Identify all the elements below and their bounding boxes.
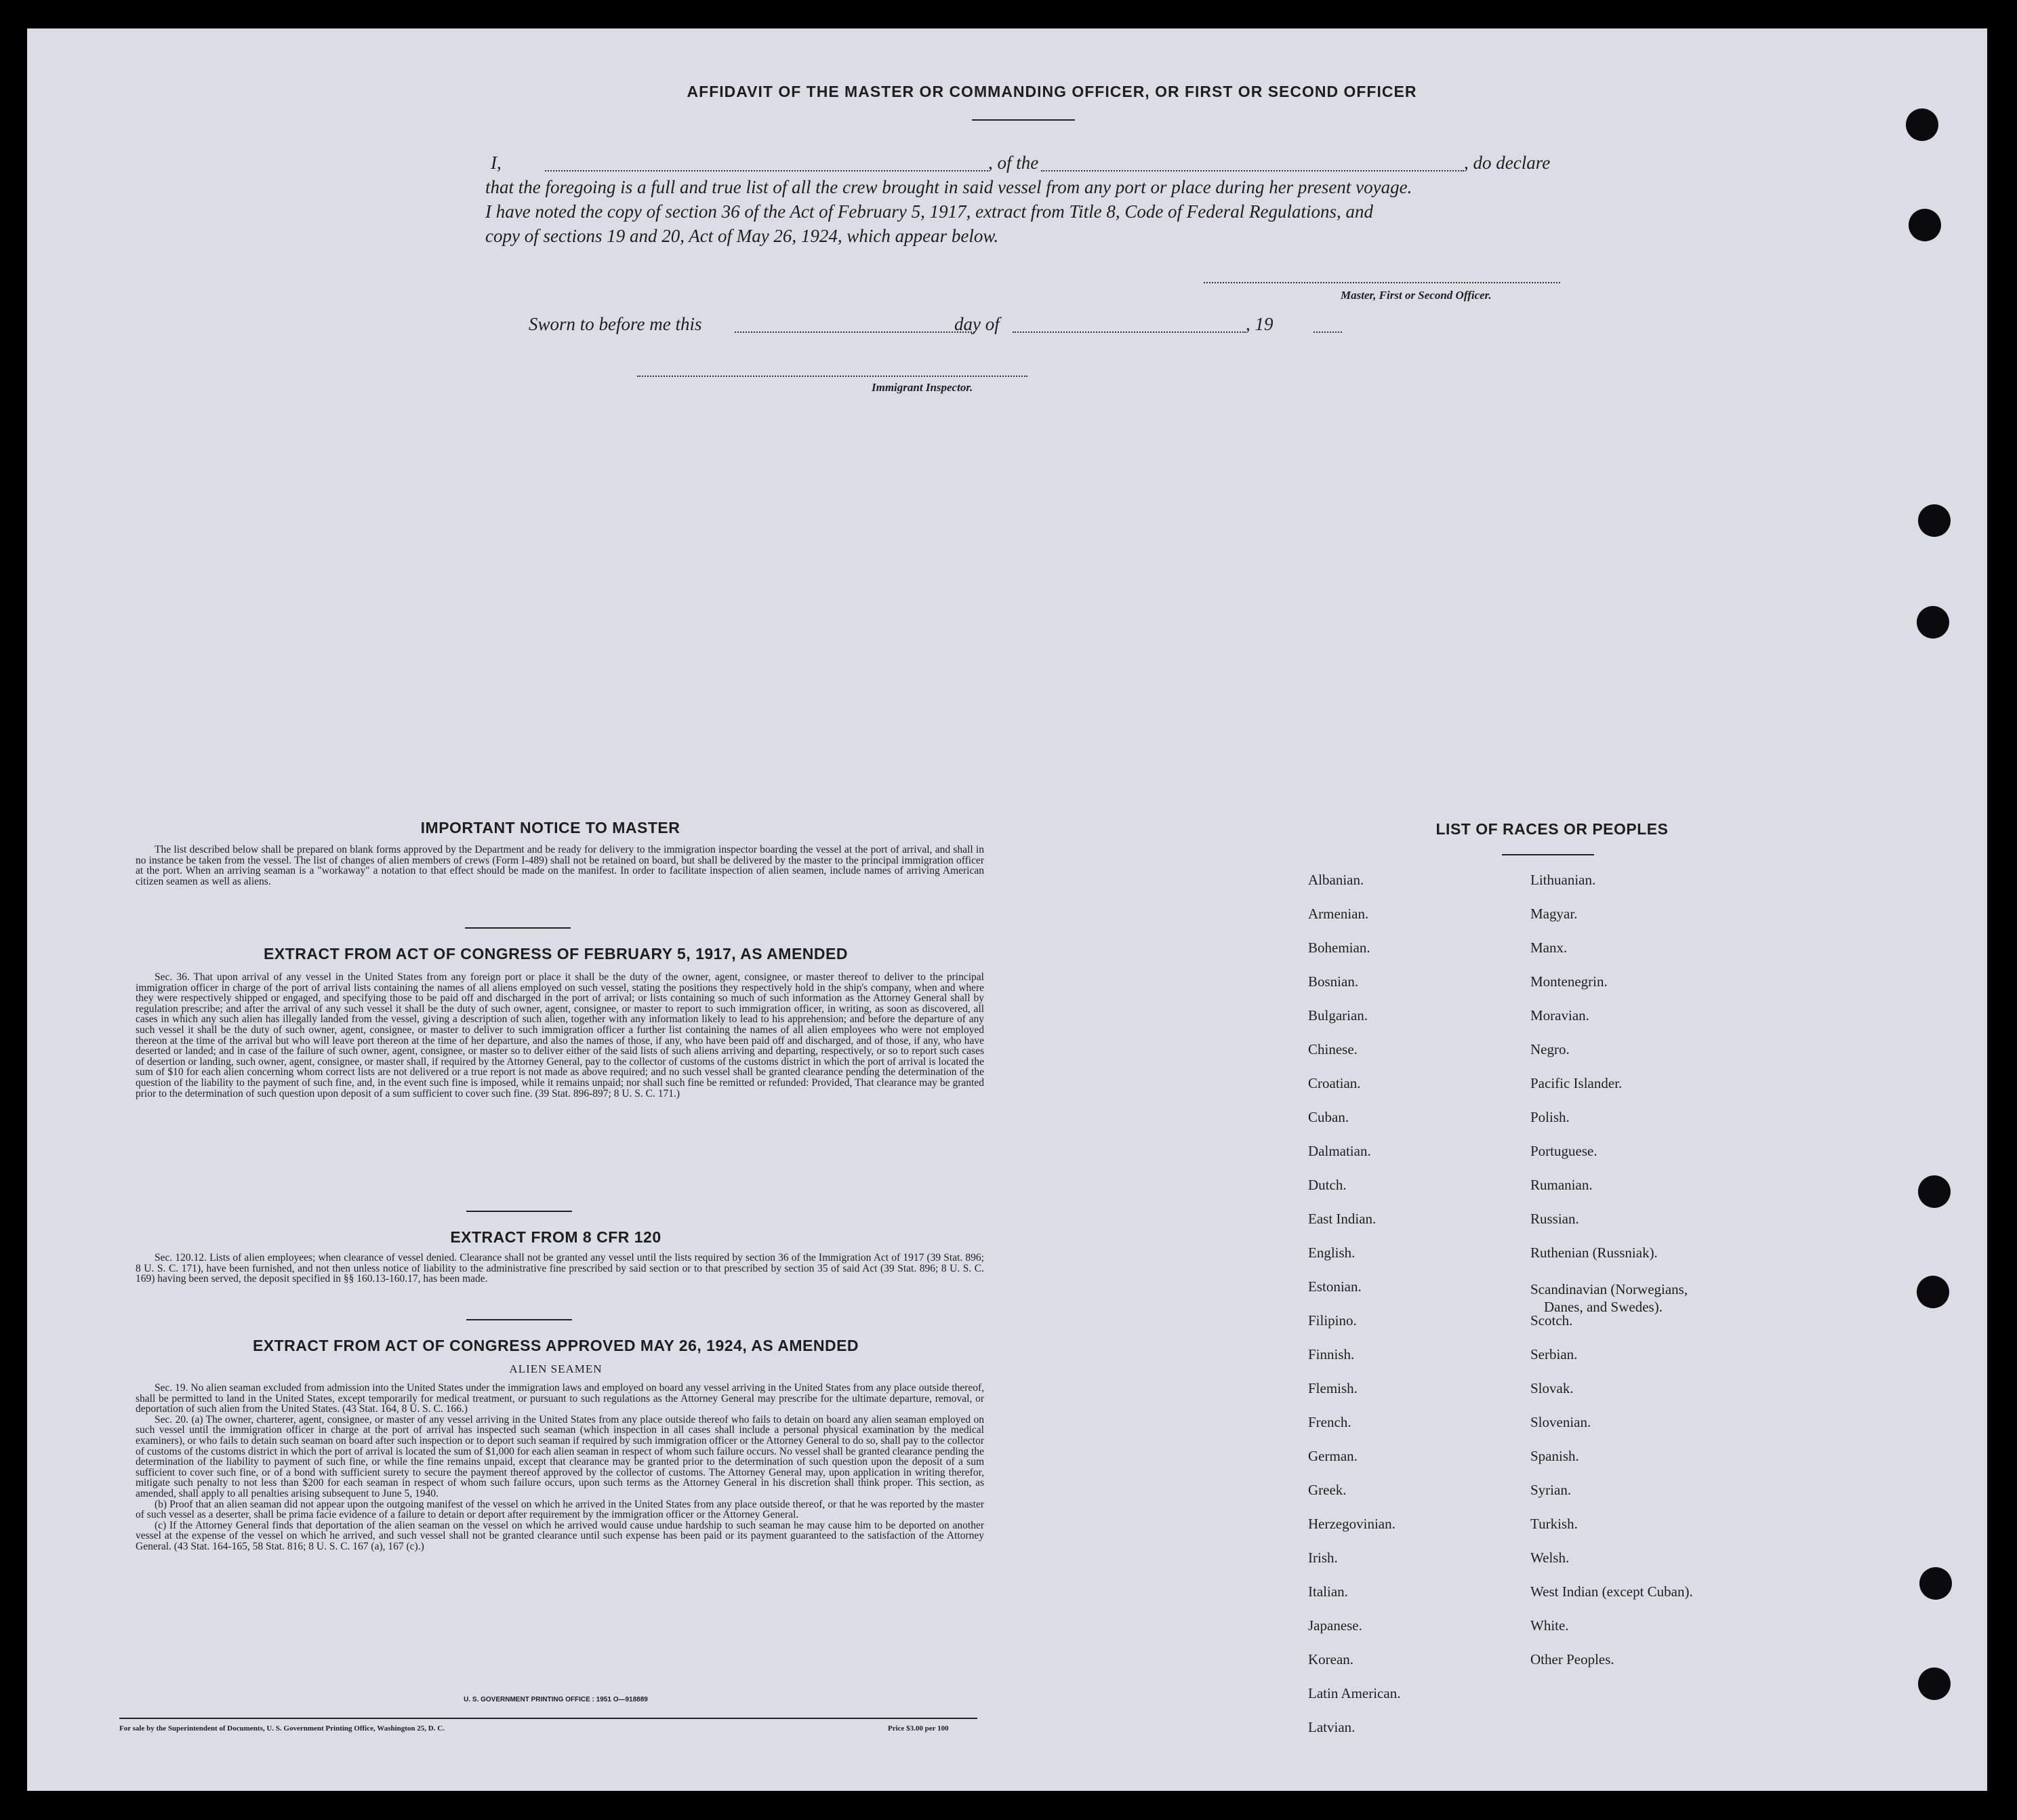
- race-item: Latin American.: [1308, 1685, 1401, 1701]
- race-item: Scotch.: [1530, 1312, 1573, 1329]
- affidavit-line-2: that the foregoing is a full and true list of all the crew brought in said vessel from any port or place during her present voyage.: [485, 177, 1412, 197]
- punch-hole: [1906, 108, 1938, 141]
- inspector-signature-line[interactable]: [637, 376, 1027, 377]
- race-item: Flemish.: [1308, 1380, 1358, 1396]
- race-item: East Indian.: [1308, 1211, 1377, 1227]
- race-item: Estonian.: [1308, 1278, 1362, 1295]
- extract-1924-title: EXTRACT FROM ACT OF CONGRESS APPROVED MAY 26, 1924, AS AMENDED: [252, 1337, 859, 1354]
- race-item: Italian.: [1308, 1583, 1348, 1600]
- race-item: Dutch.: [1308, 1177, 1347, 1193]
- race-item: Slovak.: [1530, 1380, 1574, 1396]
- race-item: German.: [1308, 1448, 1358, 1464]
- race-item: Scandinavian (Norwegians,: [1530, 1281, 1688, 1297]
- race-item: Cuban.: [1308, 1109, 1349, 1125]
- race-item: Filipino.: [1308, 1312, 1357, 1329]
- race-item: Bohemian.: [1308, 939, 1370, 956]
- extract-1924-paragraph: (c) If the Attorney General finds that deportation of the alien seaman on the vessel on which he arrived would cause undue hardship to such seaman he may cause him to be deported on another vessel at the expense of the vessel on which he arrived, and such vessel shall not be granted clearance until such expense has been paid or its payment guaranteed to the satisfaction of the Attorney General. (43 Stat. 164-165, 58 Stat. 816; 8 U. S. C. 167 (a), 167 (c).): [136, 1519, 984, 1552]
- master-caption: Master, First or Second Officer.: [1341, 289, 1492, 302]
- race-item: Ruthenian (Russniak).: [1530, 1245, 1658, 1261]
- vessel-blank[interactable]: [1041, 170, 1464, 171]
- race-item: Pacific Islander.: [1530, 1075, 1623, 1091]
- affidavit-line-1c: , do declare: [1464, 153, 1551, 173]
- sworn-month-blank[interactable]: [1013, 331, 1246, 333]
- extract-1924-paragraph: Sec. 19. No alien seaman excluded from admission into the United States under the immigration laws and employed on board any vessel arriving in the United States from any place outside thereof, shall be permitted to land in the United States, except temporarily for medical treatment, or pursuant to such regulations as the Attorney General may prescribe for the ultimate departure, removal, or deportation of such alien from the United States. (43 Stat. 164, 8 U. S. C. 166.): [136, 1382, 984, 1415]
- race-item: Bosnian.: [1308, 973, 1359, 990]
- race-item: Magyar.: [1530, 906, 1578, 922]
- affidavit-line-4: copy of sections 19 and 20, Act of May 26, 1924, which appear below.: [485, 226, 999, 246]
- race-item: Portuguese.: [1530, 1143, 1597, 1159]
- punch-hole: [1917, 1276, 1949, 1308]
- race-item: White.: [1530, 1617, 1569, 1634]
- race-item: Manx.: [1530, 939, 1568, 956]
- race-item: Herzegovinian.: [1308, 1516, 1395, 1532]
- race-item: Serbian.: [1530, 1346, 1578, 1362]
- race-item: Turkish.: [1530, 1516, 1578, 1532]
- extract-1924-body: [136, 1383, 984, 1552]
- race-item: Albanian.: [1308, 872, 1364, 888]
- race-item: Armenian.: [1308, 906, 1369, 922]
- price-notice: Price $3.00 per 100: [888, 1724, 949, 1733]
- race-item: Latvian.: [1308, 1719, 1356, 1735]
- master-signature-line[interactable]: [1204, 282, 1560, 283]
- punch-hole: [1918, 1175, 1951, 1208]
- punch-hole: [1919, 1567, 1952, 1600]
- race-item: Montenegrin.: [1530, 973, 1608, 990]
- sworn-year-blank[interactable]: [1313, 331, 1342, 333]
- extract-1924-paragraph: (b) Proof that an alien seaman did not appear upon the outgoing manifest of the vessel on which he arrived in the United States from any place outside thereof, or that he was reported by the master of such vessel as a deserter, shall be prima facie evidence of a failure to detain or deport after requirement by the immigration officer or the Attorney General.: [136, 1498, 984, 1521]
- sworn-text-c: , 19: [1246, 314, 1274, 334]
- divider: [466, 1319, 572, 1320]
- race-item: Rumanian.: [1530, 1177, 1593, 1193]
- affidavit-title: AFFIDAVIT OF THE MASTER OR COMMANDING OFFICER, OR FIRST OR SECOND OFFICER: [687, 83, 1417, 100]
- punch-hole: [1917, 606, 1949, 639]
- race-item: Dalmatian.: [1308, 1143, 1371, 1159]
- race-item: Greek.: [1308, 1482, 1347, 1498]
- punch-hole: [1918, 1667, 1951, 1700]
- extract-cfr-body: Sec. 120.12. Lists of alien employees; when clearance of vessel denied. Clearance shall not be granted any vessel until the lists required by section 36 of the Immigration Act of 1917 (39 Stat. 896; 8 U. S. C. 171), have been furnished, and not then unless notice of liability to the administrative fine prescribed by said section or to that prescribed by section 35 of said Act (39 Stat. 896; 8 U. S. C. 169) having been served, the deposit specified in §§ 160.13-160.17, has been made.: [136, 1252, 984, 1285]
- extract-cfr-title: EXTRACT FROM 8 CFR 120: [450, 1228, 661, 1246]
- race-item: Finnish.: [1308, 1346, 1355, 1362]
- race-item: Slovenian.: [1530, 1414, 1591, 1430]
- notice-title: IMPORTANT NOTICE TO MASTER: [420, 819, 680, 836]
- race-item: Korean.: [1308, 1651, 1354, 1667]
- sworn-text-a: Sworn to before me this: [529, 314, 702, 334]
- race-item: Japanese.: [1308, 1617, 1362, 1634]
- extract-1917-body: Sec. 36. That upon arrival of any vessel in the United States from any foreign port or place it shall be the duty of the owner, agent, consignee, or master thereof to deliver to the principal immigration officer in charge of the port of arrival lists containing the names of all aliens employed on such vessel, stating the positions they respectively hold in the ship's company, when and where they were respectively shipped or engaged, and specifying those to be paid off and discharged in the port of arrival; or lists containing so much of such information as the Attorney General shall by regulation prescribe; and after the arrival of any such vessel it shall be the duty of such owner, agent, consignee, or master to report to such immigration officer, in writing, as soon as discovered, all cases in which any such alien has illegally landed from the vessel, giving a description of such alien, together with any information likely to lead to his apprehension; and before the departure of any such vessel it shall be the duty of such owner, agent, consignee, or master to deliver to such immigration officer a further list containing the names of all alien employees who were not employed thereon at the time of the arrival but who will leave port thereon at the time of her departure, and also the names of those, if any, who have been paid off and discharged, and of those, if any, who have deserted or landed; and in case of the failure of such owner, agent, consignee, or master so to deliver either of the said lists of such aliens arriving and departing, respectively, or so to report such cases of desertion or landing, such owner, agent, consignee, or master shall, if required by the Attorney General, pay to the collector of customs of the customs district in which the port of arrival is located the sum of $10 for each alien concerning whom correct lists are not delivered or a true report is not made as above required; and no such vessel shall be granted clearance pending the determination of the question of the liability to the payment of such fine, and, in the event such fine is imposed, while it remains unpaid; nor shall such fine be remitted or refunded: Provided, That clearance may be granted prior to the determination of such question upon deposit of a sum sufficient to cover such fine. (39 Stat. 896-897; 8 U. S. C. 171.): [136, 971, 984, 1099]
- punch-hole: [1918, 504, 1951, 537]
- sworn-text-b: day of: [954, 314, 1000, 334]
- divider: [972, 119, 1075, 121]
- race-item: Irish.: [1308, 1550, 1338, 1566]
- sworn-day-blank[interactable]: [735, 331, 975, 333]
- race-item: English.: [1308, 1245, 1356, 1261]
- race-item: Danes, and Swedes).: [1544, 1299, 1663, 1315]
- race-item: West Indian (except Cuban).: [1530, 1583, 1693, 1600]
- punch-hole: [1909, 209, 1941, 241]
- sale-notice: For sale by the Superintendent of Documents, U. S. Government Printing Office, Washington 25, D. C.: [119, 1724, 445, 1733]
- affidavit-line-1b: , of the: [988, 153, 1039, 173]
- race-item: Spanish.: [1530, 1448, 1579, 1464]
- extract-1917-title: EXTRACT FROM ACT OF CONGRESS OF FEBRUARY 5, 1917, AS AMENDED: [264, 945, 848, 963]
- divider: [466, 1211, 572, 1212]
- form-sheet: [27, 28, 1987, 1791]
- affidavit-line-1a: I,: [491, 153, 502, 173]
- race-item: Bulgarian.: [1308, 1007, 1368, 1024]
- race-item: Russian.: [1530, 1211, 1579, 1227]
- notice-body: The list described below shall be prepared on blank forms approved by the Department and be ready for delivery to the immigration inspector boarding the vessel at the port of arrival, and shall in no instance be taken from the vessel. The list of changes of alien members of crews (Form I-489) shall not be retained on board, but shall be delivered by the master to the principal immigration officer at the port. When an arriving seaman is a "workaway" a notation to that effect should be made on the manifest. In order to facilitate inspection of alien seamen, include names of arriving American citizen seamen as well as aliens.: [136, 844, 984, 887]
- race-item: Negro.: [1530, 1041, 1570, 1057]
- race-item: Croatian.: [1308, 1075, 1361, 1091]
- footer-rule: [119, 1718, 977, 1719]
- races-title: LIST OF RACES OR PEOPLES: [1435, 820, 1669, 838]
- inspector-caption: Immigrant Inspector.: [872, 381, 973, 394]
- race-item: Moravian.: [1530, 1007, 1589, 1024]
- race-item: Chinese.: [1308, 1041, 1358, 1057]
- race-item: Polish.: [1530, 1109, 1570, 1125]
- race-item: French.: [1308, 1414, 1351, 1430]
- race-item: Welsh.: [1530, 1550, 1570, 1566]
- printer-imprint: U. S. GOVERNMENT PRINTING OFFICE : 1951 O—918889: [464, 1696, 648, 1703]
- race-item: Lithuanian.: [1530, 872, 1596, 888]
- extract-1924-paragraph: Sec. 20. (a) The owner, charterer, agent, consignee, or master of any vessel arriving in the United States from any place outside thereof who fails to detain on board any alien seaman employed on such vessel until the immigration officer in charge at the port of arrival has inspected such seaman (which inspection in all cases shall include a personal physical examination by the medical examiners), or who fails to detain such seaman on board after such inspection or to deport such seaman if required by such immigration officer or the Attorney General to do so, shall pay to the collector of customs of the customs district in which the port of arrival is located the sum of $1,000 for each alien seaman in respect of whom such failure occurs. No vessel shall be granted clearance pending the determination of the liability to payment of such fine, or while the fine remains unpaid, except that clearance may be granted prior to the determination of such question upon the deposit of a sum sufficient to cover such fine, or of a bond with sufficient surety to secure the payment thereof approved by the collector of customs. The Attorney General may, upon application in writing therefor, mitigate such penalty to not less than $200 for each seaman in respect of whom such failure occurs, upon such terms as the Attorney General in his discretion shall think proper. This section, as amended, shall apply to all penalties arising subsequent to June 5, 1940.: [136, 1413, 984, 1499]
- affidavit-line-3: I have noted the copy of section 36 of the Act of February 5, 1917, extract from Title 8, Code of Federal Regulations, and: [485, 201, 1374, 222]
- name-blank[interactable]: [545, 170, 988, 171]
- race-item: Other Peoples.: [1530, 1651, 1614, 1667]
- extract-1924-subtitle: ALIEN SEAMEN: [509, 1362, 603, 1375]
- race-item: Syrian.: [1530, 1482, 1572, 1498]
- divider: [465, 927, 571, 929]
- divider: [1502, 854, 1594, 855]
